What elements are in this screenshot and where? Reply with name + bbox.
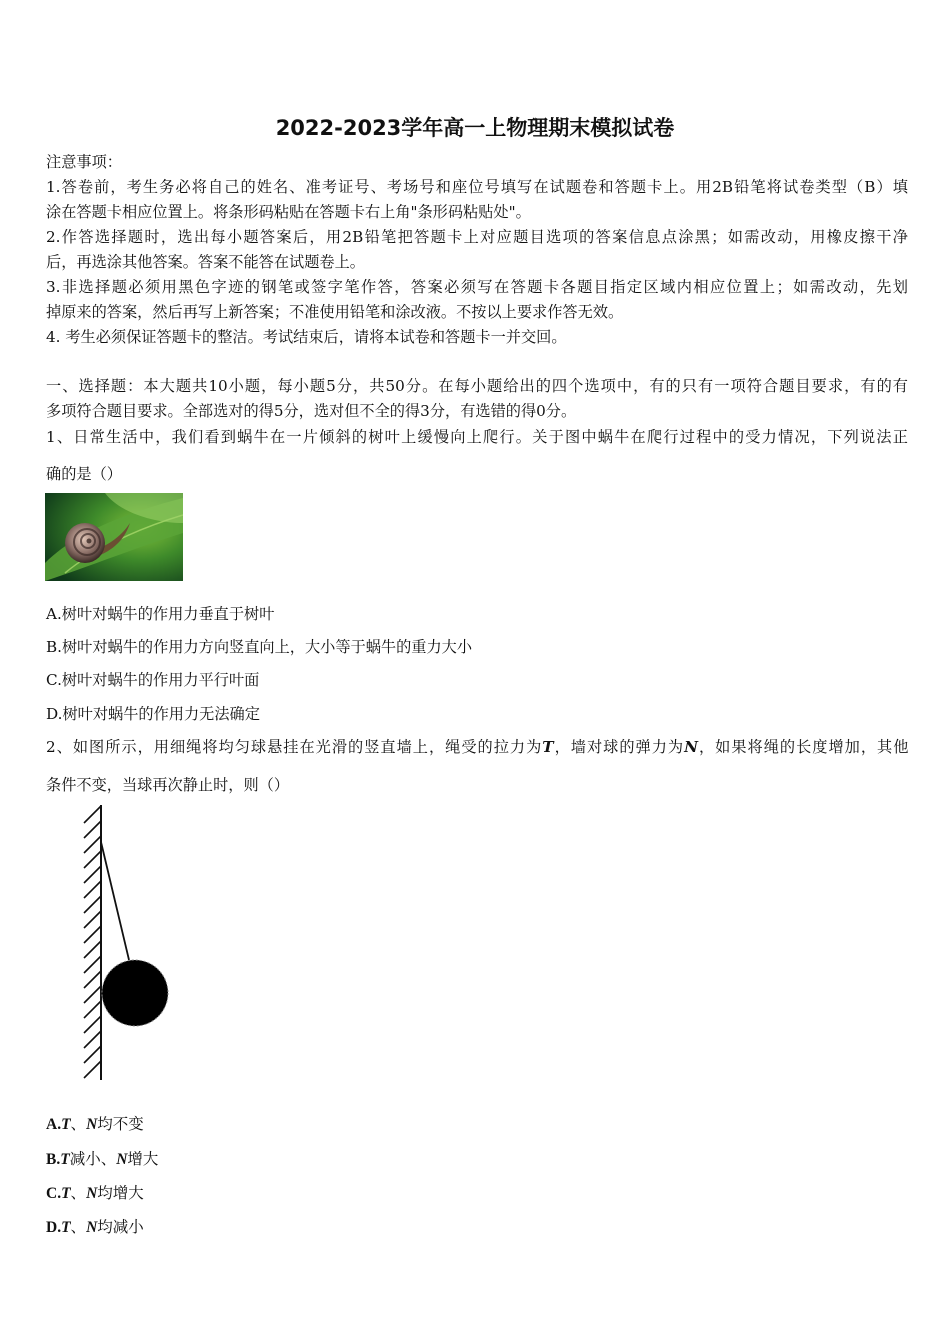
snail-on-leaf-image — [45, 493, 183, 581]
q1-option-d[interactable]: D.树叶对蜗牛的作用力无法确定 — [46, 705, 260, 723]
notice-item-2b: 后，再选涂其他答案。答案不能答在试题卷上。 — [46, 253, 365, 271]
q1-option-b[interactable]: B.树叶对蜗牛的作用力方向竖直向上，大小等于蜗牛的重力大小 — [46, 638, 473, 656]
q2-option-d[interactable]: D.T、N均减小 — [46, 1219, 144, 1236]
page-title: 2022-2023学年高一上物理期末模拟试卷 — [275, 116, 675, 140]
q1-option-a[interactable]: A.树叶对蜗牛的作用力垂直于树叶 — [46, 605, 275, 623]
rope — [101, 842, 129, 960]
section-heading-line-1: 一、选择题：本大题共10小题，每小题5分，共50分。在每小题给出的四个选项中，有的只有一项符合题目要求，有的有 — [46, 377, 908, 395]
q2-option-a[interactable]: A.T、N均不变 — [46, 1116, 144, 1133]
q2-option-b[interactable]: B.T减小、N增大 — [46, 1151, 159, 1168]
hanging-ball-on-wall-diagram — [75, 800, 185, 1085]
notice-item-1b: 涂在答题卡相应位置上。将条形码粘贴在答题卡右上角"条形码粘贴处"。 — [46, 203, 531, 221]
notice-item-2a: 2.作答选择题时，选出每小题答案后，用2B铅笔把答题卡上对应题目选项的答案信息点涂黑；如需改动，用橡皮擦干净 — [46, 228, 908, 246]
notice-item-4: 4. 考生必须保证答题卡的整洁。考试结束后，请将本试卷和答题卡一并交回。 — [46, 328, 567, 346]
q2-stem-line-2: 条件不变，当球再次静止时，则（） — [46, 776, 289, 794]
notice-item-1a: 1.答卷前，考生务必将自己的姓名、准考证号、考场号和座位号填写在试题卷和答题卡上。用2B铅笔将试卷类型（B）填 — [46, 178, 908, 196]
notice-heading: 注意事项： — [46, 153, 122, 171]
wall-hatching — [84, 806, 101, 1078]
q1-option-c[interactable]: C.树叶对蜗牛的作用力平行叶面 — [46, 671, 260, 689]
q2-stem-line-1: 2、如图所示，用细绳将均匀球悬挂在光滑的竖直墙上，绳受的拉力为T，墙对球的弹力为N，如果将绳的长度增加，其他 — [46, 738, 908, 756]
ball — [102, 960, 168, 1026]
q1-stem-line-1: 1、日常生活中，我们看到蜗牛在一片倾斜的树叶上缓慢向上爬行。关于图中蜗牛在爬行过程中的受力情况，下列说法正 — [46, 428, 908, 446]
q2-option-c[interactable]: C.T、N均增大 — [46, 1185, 144, 1202]
notice-item-3b: 掉原来的答案，然后再写上新答案；不准使用铅笔和涂改液。不按以上要求作答无效。 — [46, 303, 624, 321]
notice-item-3a: 3.非选择题必须用黑色字迹的钢笔或签字笔作答，答案必须写在答题卡各题目指定区域内相应位置上；如需改动，先划 — [46, 278, 908, 296]
section-heading-line-2: 多项符合题目要求。全部选对的得5分，选对但不全的得3分，有选错的得0分。 — [46, 402, 577, 420]
q1-stem-line-2: 确的是（） — [46, 465, 122, 483]
